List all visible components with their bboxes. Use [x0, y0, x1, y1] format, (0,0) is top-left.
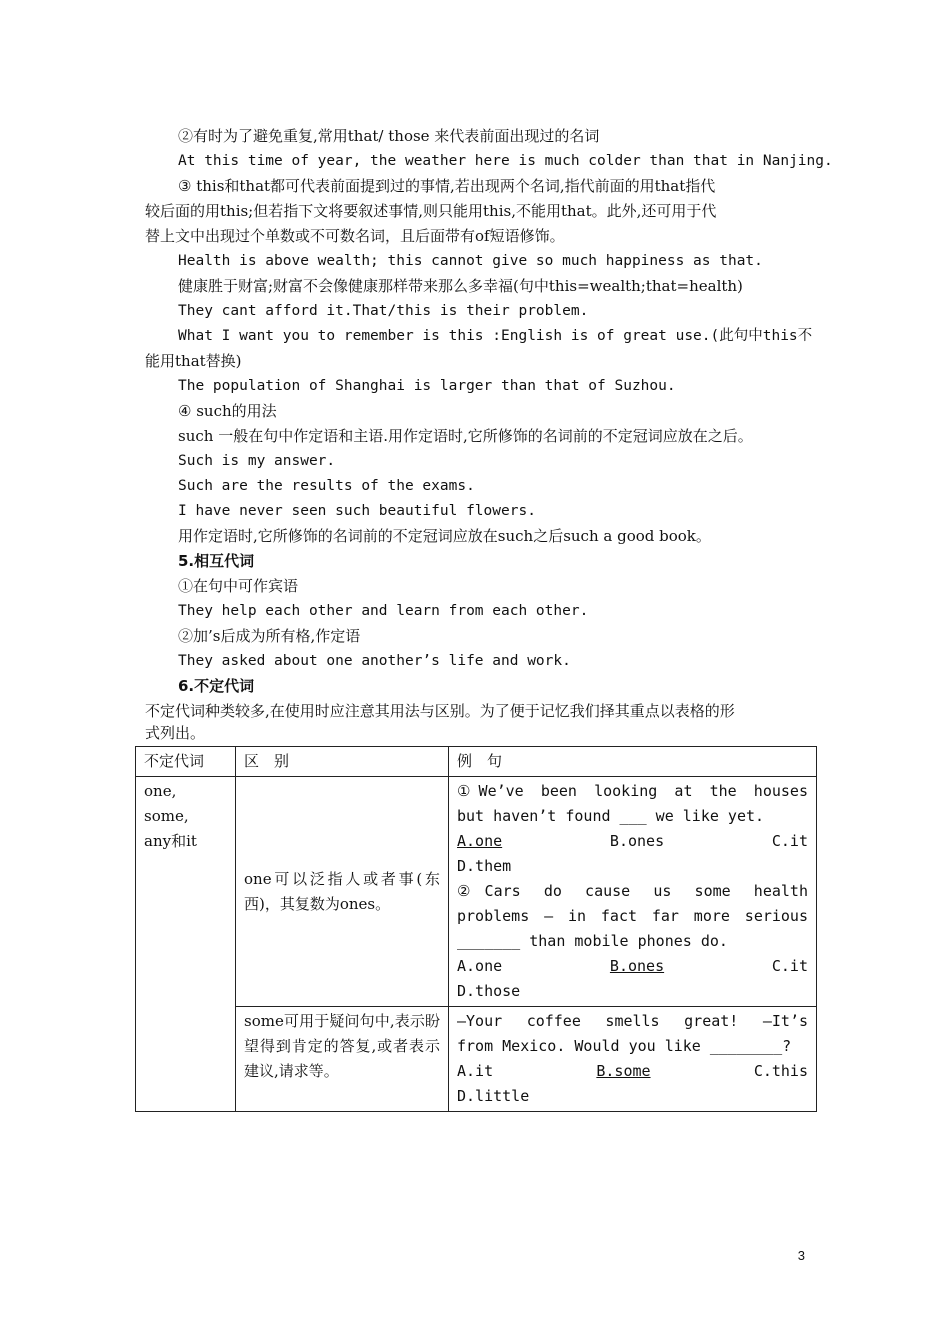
text-line: 较后面的用this;但若指下文将要叙述事情,则只能用this,不能用that。此外,还可用于代 [145, 202, 717, 220]
option-d: D.them [457, 857, 512, 875]
table-header: 例 句 [449, 747, 817, 777]
distinction-text: one可以泛指人或者事(东西)，其复数为ones。 [244, 869, 440, 913]
option-a-correct: A.one [457, 832, 503, 850]
text-line: ③ this和that都可代表前面提到过的事情,若出现两个名词,指代前面的用that指代 [178, 177, 716, 195]
option-a: A.one [457, 957, 503, 975]
text-line: 替上文中出现过个单数或不可数名词，且后面带有of短语修饰。 [145, 227, 565, 245]
example-sentence: They help each other and learn from each other. [178, 603, 589, 619]
table-header: 不定代词 [136, 747, 236, 777]
question-line: but haven’t found ___ we like yet. [457, 807, 765, 825]
question-line: problems — in fact far more serious [457, 907, 808, 925]
example-sentence: The population of Shanghai is larger than that of Suzhou. [178, 378, 676, 394]
pronoun-table [135, 746, 817, 1112]
table-header-row [136, 747, 817, 777]
text-line: 用作定语时,它所修饰的名词前的不定冠词应放在such之后such a good book。 [178, 527, 711, 545]
example-sentence: At this time of year, the weather here is much colder than that in Nanjing. [178, 153, 833, 169]
answer-options [457, 1059, 808, 1084]
question-line: —Your coffee smells great! —It’s [457, 1012, 808, 1030]
text-line: 健康胜于财富;财富不会像健康那样带来那么多幸福(句中this=wealth;that=health) [178, 277, 743, 295]
table-header: 区 别 [236, 747, 449, 777]
distinction-cell [236, 1007, 449, 1112]
table-row [136, 777, 817, 1007]
answer-options [457, 954, 808, 979]
example-cell [449, 1007, 817, 1112]
distinction-cell [236, 777, 449, 1007]
example-sentence: What I want you to remember is this :English is of great use.(此句中this不 [178, 328, 813, 344]
option-c: C.it [771, 832, 808, 850]
text-line: such 一般在句中作定语和主语.用作定语时,它所修饰的名词前的不定冠词应放在之后。 [178, 427, 753, 445]
option-b: B.ones [609, 832, 665, 850]
text-line: 不定代词种类较多,在使用时应注意其用法与区别。为了便于记忆我们择其重点以表格的形 [145, 702, 735, 720]
example-sentence: Such is my answer. [178, 453, 336, 469]
table-row [136, 1007, 817, 1112]
option-b-correct: B.some [596, 1062, 651, 1080]
question-line: _______ than mobile phones do. [457, 932, 728, 950]
example-sentence: I have never seen such beautiful flowers. [178, 503, 536, 519]
option-d: D.little [457, 1087, 530, 1105]
text-line: ②加’s后成为所有格,作定语 [178, 627, 361, 645]
text-line: 式列出。 [145, 724, 206, 742]
pronoun-cell [136, 777, 236, 1112]
pronoun-item: any和it [144, 832, 197, 850]
section-heading: 6.不定代词 [178, 677, 255, 695]
page-number: 3 [797, 1248, 805, 1263]
section-heading: 5.相互代词 [178, 552, 255, 570]
option-a: A.it [457, 1062, 494, 1080]
example-sentence: They asked about one another’s life and work. [178, 653, 571, 669]
example-cell [449, 777, 817, 1007]
option-c: C.it [771, 957, 808, 975]
question-line: ②Cars do cause us some health [457, 882, 808, 900]
answer-options [457, 829, 808, 854]
text-line: ①在句中可作宾语 [178, 577, 299, 595]
distinction-text: some可用于疑问句中,表示盼望得到肯定的答复,或者表示建议,请求等。 [244, 1012, 440, 1080]
question-line: from Mexico. Would you like ________? [457, 1037, 792, 1055]
text-line: 能用that替换) [145, 352, 242, 370]
text-line: ④ such的用法 [178, 402, 277, 420]
pronoun-item: some, [144, 807, 189, 825]
example-sentence: Health is above wealth; this cannot give so much happiness as that. [178, 253, 763, 269]
question-line: ①We’ve been looking at the houses [457, 782, 808, 800]
pronoun-item: one, [144, 782, 177, 800]
option-c: C.this [753, 1062, 808, 1080]
example-sentence: Such are the results of the exams. [178, 478, 475, 494]
option-b-correct: B.ones [609, 957, 665, 975]
option-d: D.those [457, 982, 521, 1000]
text-line: ②有时为了避免重复,常用that/ those 来代表前面出现过的名词 [178, 127, 600, 145]
example-sentence: They cant afford it.That/this is their problem. [178, 303, 589, 319]
